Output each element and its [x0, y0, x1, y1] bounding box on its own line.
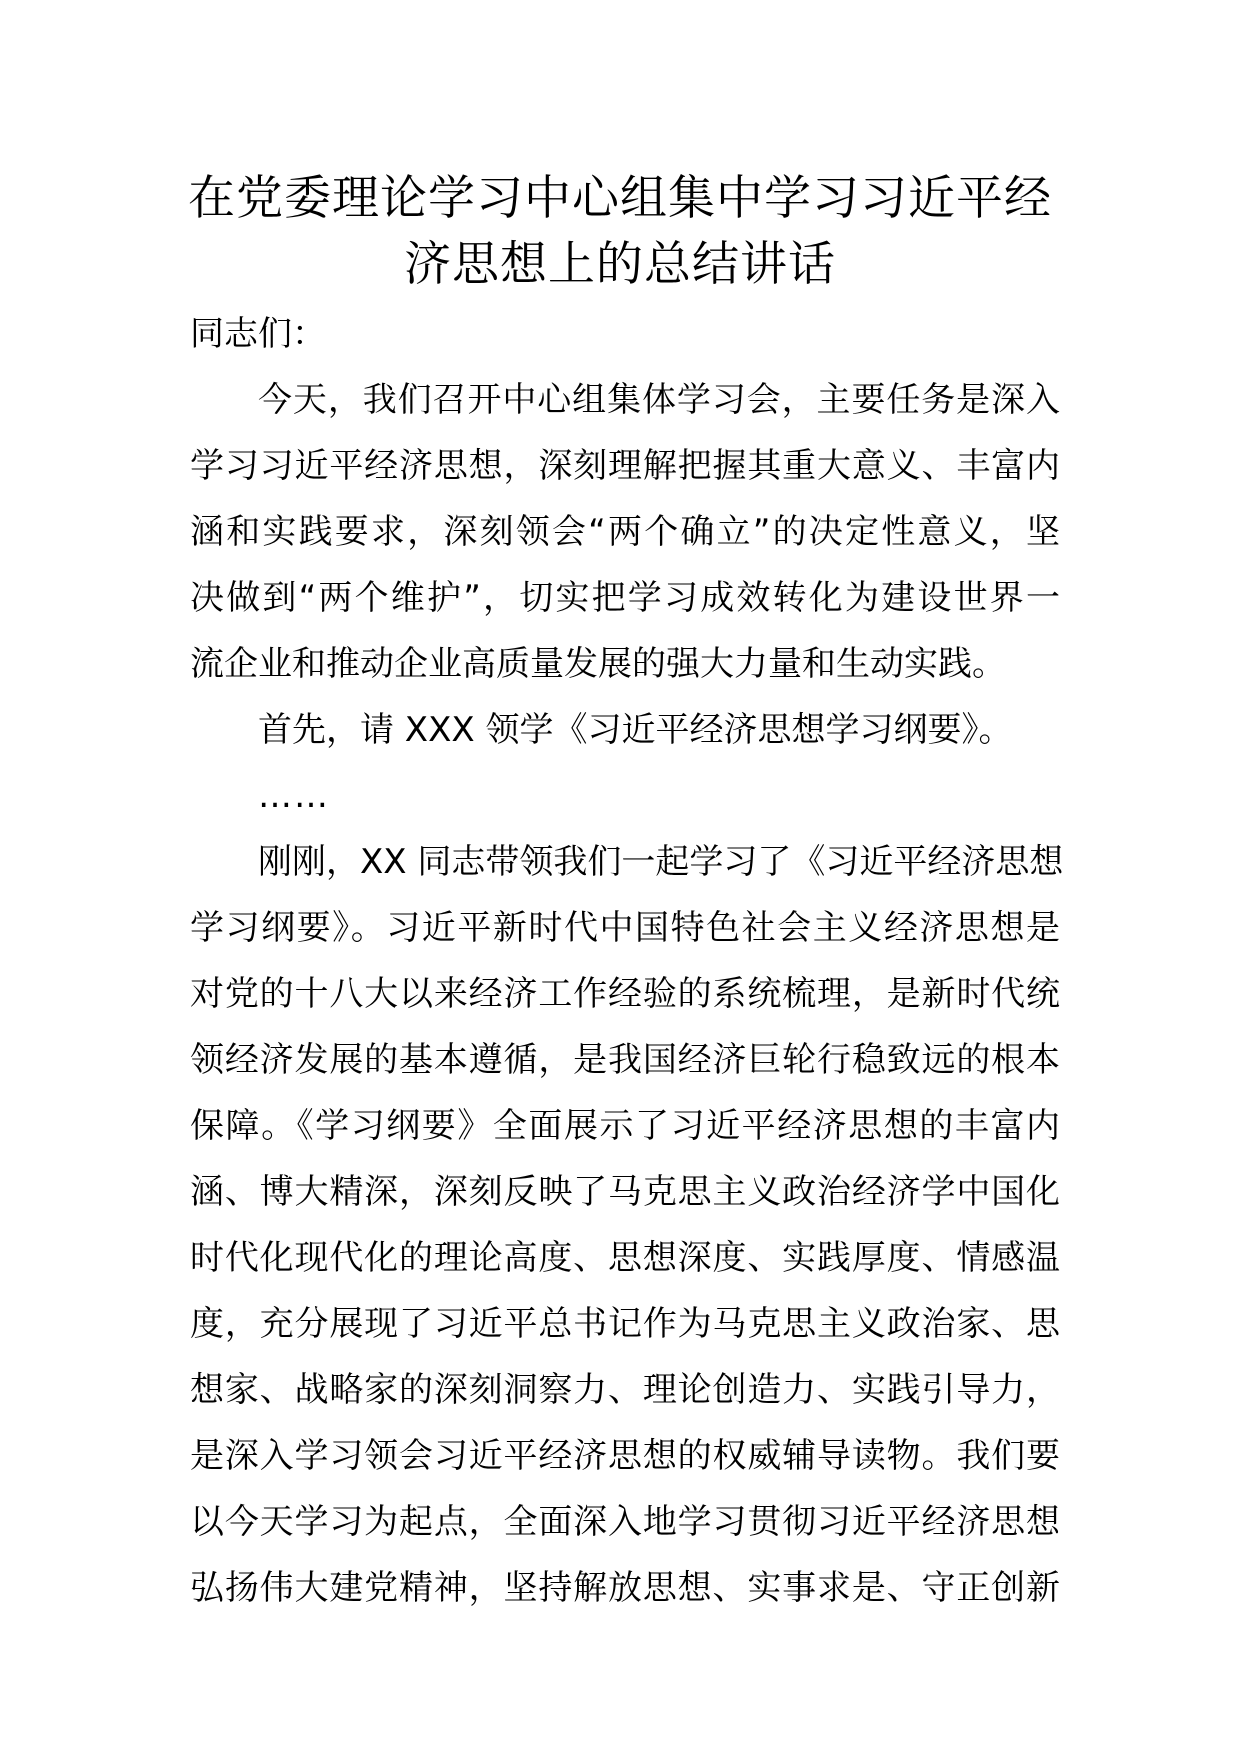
paragraph-line: 时代化现代化的理论高度、思想深度、实践厚度、情感温: [190, 1238, 1060, 1278]
paragraph-line: 保障。《学习纲要》全面展示了习近平经济思想的丰富内: [190, 1106, 1060, 1146]
paragraph-line: 流企业和推动企业高质量发展的强大力量和生动实践。: [190, 644, 1006, 684]
paragraph-line: 学习纲要》。习近平新时代中国特色社会主义经济思想是: [190, 908, 1060, 948]
paragraph-line: 以今天学习为起点，全面深入地学习贯彻习近平经济思想: [190, 1502, 1060, 1542]
paragraph-line: 涵、博大精深，深刻反映了马克思主义政治经济学中国化: [190, 1172, 1060, 1212]
paragraph-line: 学习习近平经济思想，深刻理解把握其重大意义、丰富内: [190, 446, 1060, 486]
paragraph-line: 度，充分展现了习近平总书记作为马克思主义政治家、思: [190, 1304, 1060, 1344]
document-title: [170, 166, 1070, 298]
paragraph-line: 决做到“两个维护”，切实把学习成效转化为建设世界一: [190, 578, 1060, 618]
paragraph-line: 弘扬伟大建党精神，坚持解放思想、实事求是、守正创新: [190, 1568, 1060, 1608]
paragraph-line: 首先，请 XXX 领学《习近平经济思想学习纲要》。: [258, 710, 1013, 750]
paragraph-2: [190, 697, 1060, 763]
document-body: [190, 301, 1064, 1621]
paragraph-line: 刚刚，XX 同志带领我们一起学习了《习近平经济思想: [258, 842, 1064, 882]
paragraph-3: [190, 829, 1064, 1621]
ellipsis-text: ……: [258, 776, 330, 816]
paragraph-1: [190, 367, 1060, 697]
title-line: 济思想上的总结讲话: [404, 237, 836, 292]
title-line: 在党委理论学习中心组集中学习习近平经: [188, 171, 1052, 226]
paragraph-line: 是深入学习领会习近平经济思想的权威辅导读物。我们要: [190, 1436, 1060, 1476]
paragraph-line: 领经济发展的基本遵循，是我国经济巨轮行稳致远的根本: [190, 1040, 1060, 1080]
paragraph-line: 今天，我们召开中心组集体学习会，主要任务是深入: [258, 380, 1060, 420]
paragraph-line: 涵和实践要求，深刻领会“两个确立”的决定性意义，坚: [190, 512, 1060, 552]
paragraph-line: 想家、战略家的深刻洞察力、理论创造力、实践引导力，: [190, 1370, 1060, 1410]
paragraph-line: 对党的十八大以来经济工作经验的系统梳理，是新时代统: [190, 974, 1060, 1014]
paragraph-ellipsis: [190, 763, 1060, 829]
salutation: 同志们：: [190, 314, 326, 354]
